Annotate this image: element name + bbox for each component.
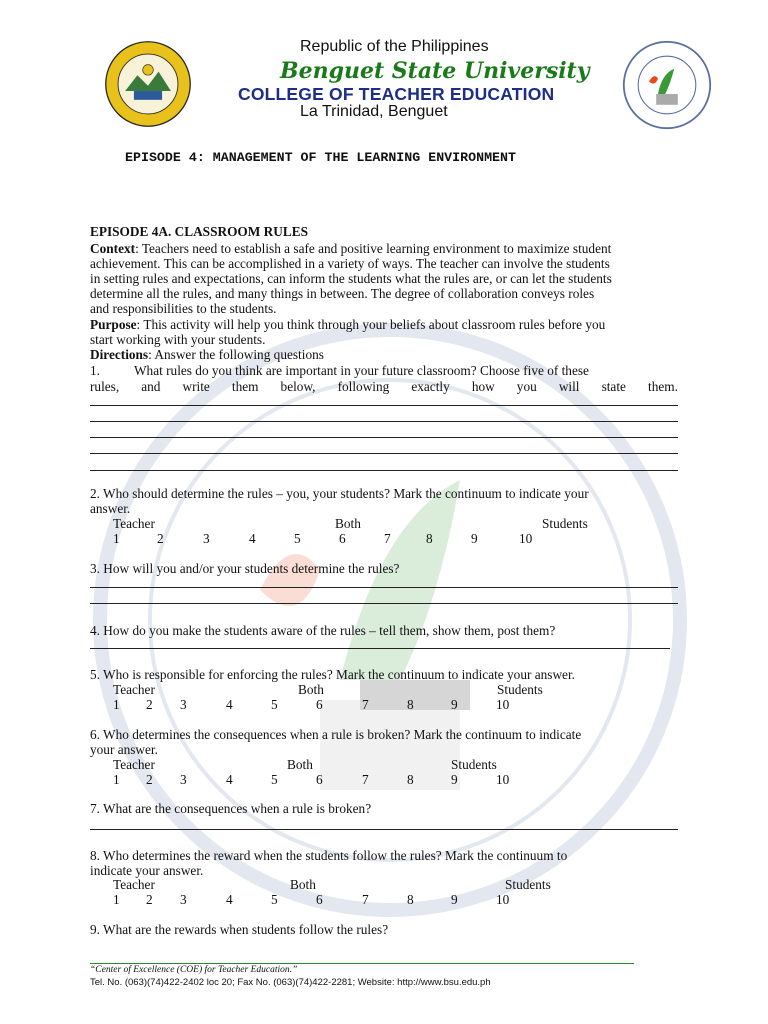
scale-number[interactable]: 6 xyxy=(316,772,323,787)
scale-both-label: Both xyxy=(287,757,313,772)
scale-students-label: Students xyxy=(451,757,497,772)
q5-text: 5. Who is responsible for enforcing the rules? Mark the continuum to indicate your answer. xyxy=(90,667,575,682)
scale-number[interactable]: 10 xyxy=(496,892,510,907)
footer-tagline: “Center of Excellence (COE) for Teacher Education.” xyxy=(90,965,298,975)
scale-number[interactable]: 2 xyxy=(146,697,153,712)
q2-line-2: answer. xyxy=(90,501,131,516)
scale-number[interactable]: 9 xyxy=(451,892,458,907)
bsu-seal-logo xyxy=(104,40,192,128)
scale-number[interactable]: 9 xyxy=(451,697,458,712)
directions-label: Directions xyxy=(90,347,149,362)
purpose-label: Purpose xyxy=(90,317,137,332)
scale-number[interactable]: 1 xyxy=(113,772,120,787)
scale-number[interactable]: 9 xyxy=(471,531,478,546)
republic-line: Republic of the Philippines xyxy=(300,38,489,55)
episode-title: EPISODE 4: MANAGEMENT OF THE LEARNING ENVIRONMENT xyxy=(125,150,516,165)
scale-teacher-label: Teacher xyxy=(113,877,155,892)
cte-seal-logo xyxy=(622,40,712,130)
scale-number[interactable]: 4 xyxy=(226,892,233,907)
scale-teacher-label: Teacher xyxy=(113,757,155,772)
context-line-5: and responsibilities to the students. xyxy=(90,301,277,316)
scale-students-label: Students xyxy=(497,682,543,697)
scale-number[interactable]: 3 xyxy=(180,697,187,712)
scale-number[interactable]: 5 xyxy=(271,772,278,787)
q1-line-1: What rules do you think are important in your future classroom? Choose five of these xyxy=(134,363,589,378)
scale-number[interactable]: 1 xyxy=(113,697,120,712)
scale-number[interactable]: 6 xyxy=(316,697,323,712)
scale-number[interactable]: 8 xyxy=(426,531,433,546)
scale-number[interactable]: 6 xyxy=(316,892,323,907)
q4-answer-line[interactable] xyxy=(90,648,670,649)
q8-line-2: indicate your answer. xyxy=(90,863,204,878)
scale-number[interactable]: 7 xyxy=(362,697,369,712)
scale-number[interactable]: 7 xyxy=(384,531,391,546)
scale-number[interactable]: 5 xyxy=(271,697,278,712)
scale-teacher-label: Teacher xyxy=(113,682,155,697)
scale-number[interactable]: 8 xyxy=(407,772,414,787)
q1-number: 1. xyxy=(90,363,100,378)
purpose-line-1: Purpose: This activity will help you think through your beliefs about classroom rules before you xyxy=(90,317,606,332)
scale-both-label: Both xyxy=(335,516,361,531)
scale-number[interactable]: 6 xyxy=(339,531,346,546)
q2-line-1: 2. Who should determine the rules – you, your students? Mark the continuum to indicate your xyxy=(90,486,589,501)
scale-number[interactable]: 4 xyxy=(226,697,233,712)
footer-contact: Tel. No. (063)(74)422-2402 loc 20; Fax No. (063)(74)422-2281; Website: http://www.bsu.edu.ph xyxy=(90,977,491,988)
q4-text: 4. How do you make the students aware of the rules – tell them, show them, post them? xyxy=(90,623,556,638)
location-line: La Trinidad, Benguet xyxy=(300,103,448,120)
section-heading: EPISODE 4A. CLASSROOM RULES xyxy=(90,224,308,239)
q7-answer-line[interactable] xyxy=(90,829,678,830)
context-line-1: Context: Teachers need to establish a safe and positive learning environment to maximize student xyxy=(90,241,612,256)
scale-number[interactable]: 3 xyxy=(180,892,187,907)
scale-both-label: Both xyxy=(298,682,324,697)
q7-text: 7. What are the consequences when a rule is broken? xyxy=(90,801,372,816)
scale-number[interactable]: 10 xyxy=(496,772,510,787)
footer-divider xyxy=(90,963,634,964)
q6-line-1: 6. Who determines the consequences when a rule is broken? Mark the continuum to indicate xyxy=(90,727,582,742)
scale-students-label: Students xyxy=(542,516,588,531)
q3-answer-line[interactable] xyxy=(90,587,678,588)
q1-answer-line[interactable] xyxy=(90,405,678,406)
college-name: COLLEGE OF TEACHER EDUCATION xyxy=(238,84,555,104)
scale-number[interactable]: 8 xyxy=(407,697,414,712)
scale-teacher-label: Teacher xyxy=(113,516,155,531)
scale-number[interactable]: 9 xyxy=(451,772,458,787)
university-name: Benguet State University xyxy=(280,58,590,84)
q1-answer-line[interactable] xyxy=(90,453,678,454)
scale-number[interactable]: 5 xyxy=(271,892,278,907)
q3-answer-line[interactable] xyxy=(90,603,678,604)
q1-line-2: rules, and write them below, following exactly how you will state them. xyxy=(90,379,678,394)
q1-answer-line[interactable] xyxy=(90,470,678,471)
q1-answer-line[interactable] xyxy=(90,421,678,422)
scale-number[interactable]: 2 xyxy=(157,531,164,546)
scale-number[interactable]: 4 xyxy=(226,772,233,787)
scale-number[interactable]: 2 xyxy=(146,772,153,787)
q8-line-1: 8. Who determines the reward when the students follow the rules? Mark the continuum to xyxy=(90,848,568,863)
q6-line-2: your answer. xyxy=(90,742,158,757)
scale-number[interactable]: 2 xyxy=(146,892,153,907)
scale-number[interactable]: 8 xyxy=(407,892,414,907)
scale-number[interactable]: 7 xyxy=(362,892,369,907)
scale-both-label: Both xyxy=(290,877,316,892)
q3-text: 3. How will you and/or your students determine the rules? xyxy=(90,561,400,576)
scale-number[interactable]: 10 xyxy=(496,697,510,712)
context-label: Context xyxy=(90,241,136,256)
scale-number[interactable]: 5 xyxy=(294,531,301,546)
scale-number[interactable]: 7 xyxy=(362,772,369,787)
q1-answer-line[interactable] xyxy=(90,437,678,438)
scale-number[interactable]: 1 xyxy=(113,892,120,907)
context-line-4: determine all the rules, and many things in between. The degree of collaboration conveys roles xyxy=(90,286,595,301)
context-line-2: achievement. This can be accomplished in a variety of ways. The teacher can involve the students xyxy=(90,256,610,271)
scale-number[interactable]: 1 xyxy=(113,531,120,546)
scale-number[interactable]: 10 xyxy=(519,531,533,546)
scale-number[interactable]: 3 xyxy=(180,772,187,787)
scale-number[interactable]: 4 xyxy=(249,531,256,546)
directions-line: Directions: Answer the following questions xyxy=(90,347,324,362)
scale-students-label: Students xyxy=(505,877,551,892)
purpose-line-2: start working with your students. xyxy=(90,332,266,347)
context-line-3: in setting rules and expectations, can inform the students what the rules are, or can let the students xyxy=(90,271,612,286)
scale-number[interactable]: 3 xyxy=(203,531,210,546)
q9-text: 9. What are the rewards when students follow the rules? xyxy=(90,922,389,937)
